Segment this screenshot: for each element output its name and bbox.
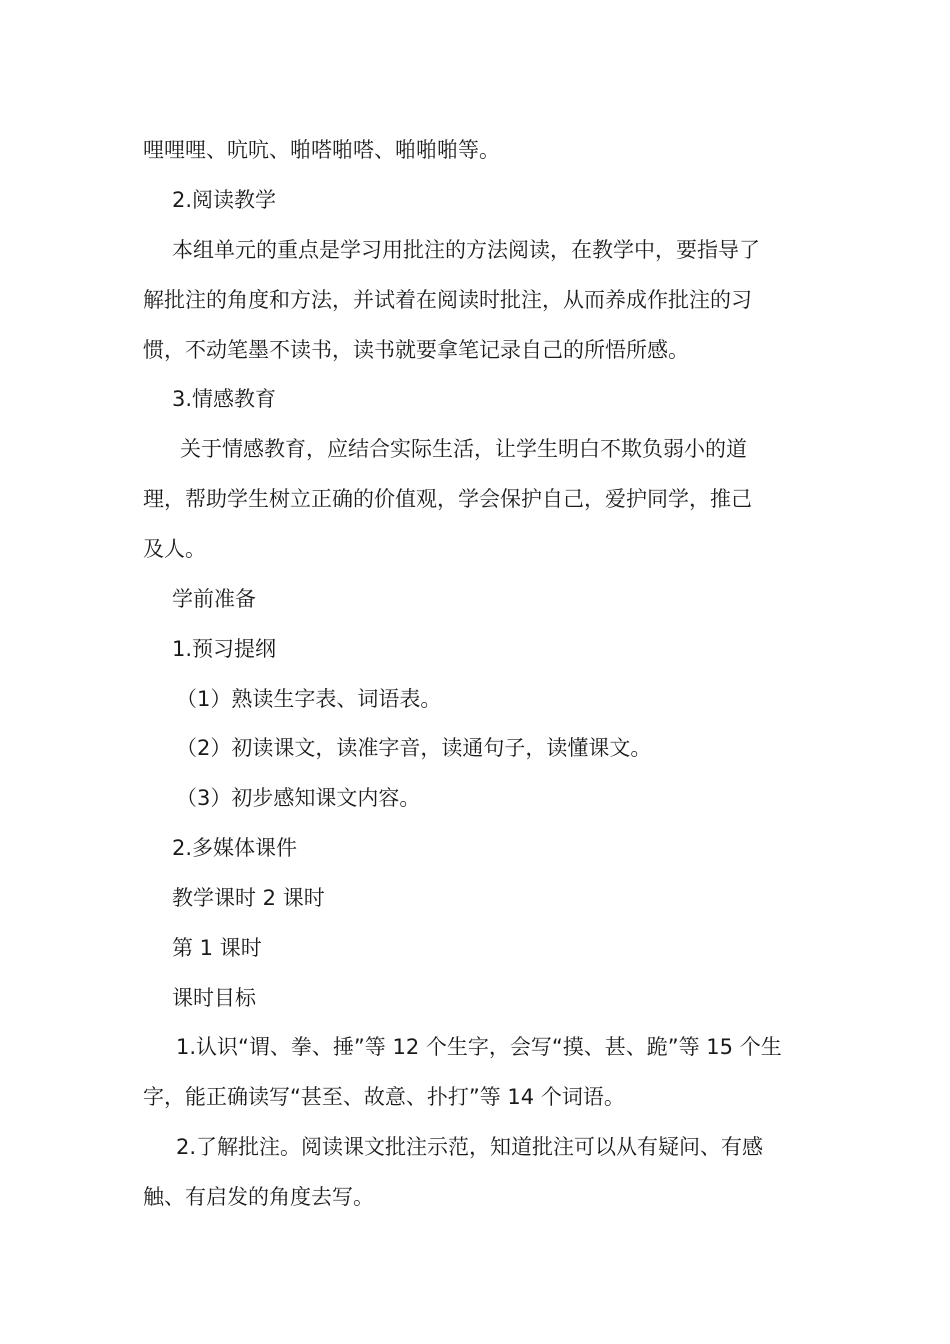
- list-item: （1）熟读生字表、词语表。: [176, 687, 442, 711]
- text-line: 及人。: [143, 537, 206, 561]
- text-line: 教学课时 2 课时: [172, 886, 325, 910]
- text-line: 2.了解批注。阅读课文批注示范，知道批注可以从有疑问、有感: [176, 1135, 764, 1159]
- section-heading: 学前准备: [172, 587, 256, 611]
- text-line: 惯，不动笔墨不读书，读书就要拿笔记录自己的所悟所感。: [143, 338, 689, 362]
- list-item: （3）初步感知课文内容。: [176, 786, 421, 810]
- section-heading: 2.多媒体课件: [172, 836, 298, 860]
- section-heading: 课时目标: [172, 986, 256, 1010]
- text-line: 1.认识“谓、拳、捶”等 12 个生字，会写“摸、甚、跪”等 15 个生: [176, 1035, 782, 1059]
- section-heading: 1.预习提纲: [172, 637, 277, 661]
- section-heading: 第 1 课时: [172, 936, 262, 960]
- text-line: 解批注的角度和方法，并试着在阅读时批注，从而养成作批注的习: [143, 288, 752, 312]
- text-line: 哩哩哩、吭吭、啪嗒啪嗒、啪啪啪等。: [143, 138, 500, 162]
- text-line: 字，能正确读写“甚至、故意、扑打”等 14 个词语。: [143, 1085, 625, 1109]
- text-line: 本组单元的重点是学习用批注的方法阅读，在教学中，要指导了: [172, 238, 760, 262]
- list-item: （2）初读课文，读准字音，读通句子，读懂课文。: [176, 736, 652, 760]
- text-line: 触、有启发的角度去写。: [143, 1185, 374, 1209]
- section-heading: 2.阅读教学: [172, 188, 277, 212]
- text-line: 理，帮助学生树立正确的价值观，学会保护自己，爱护同学，推己: [143, 487, 752, 511]
- section-heading: 3.情感教育: [172, 387, 277, 411]
- text-line: 关于情感教育，应结合实际生活，让学生明白不欺负弱小的道: [180, 437, 747, 461]
